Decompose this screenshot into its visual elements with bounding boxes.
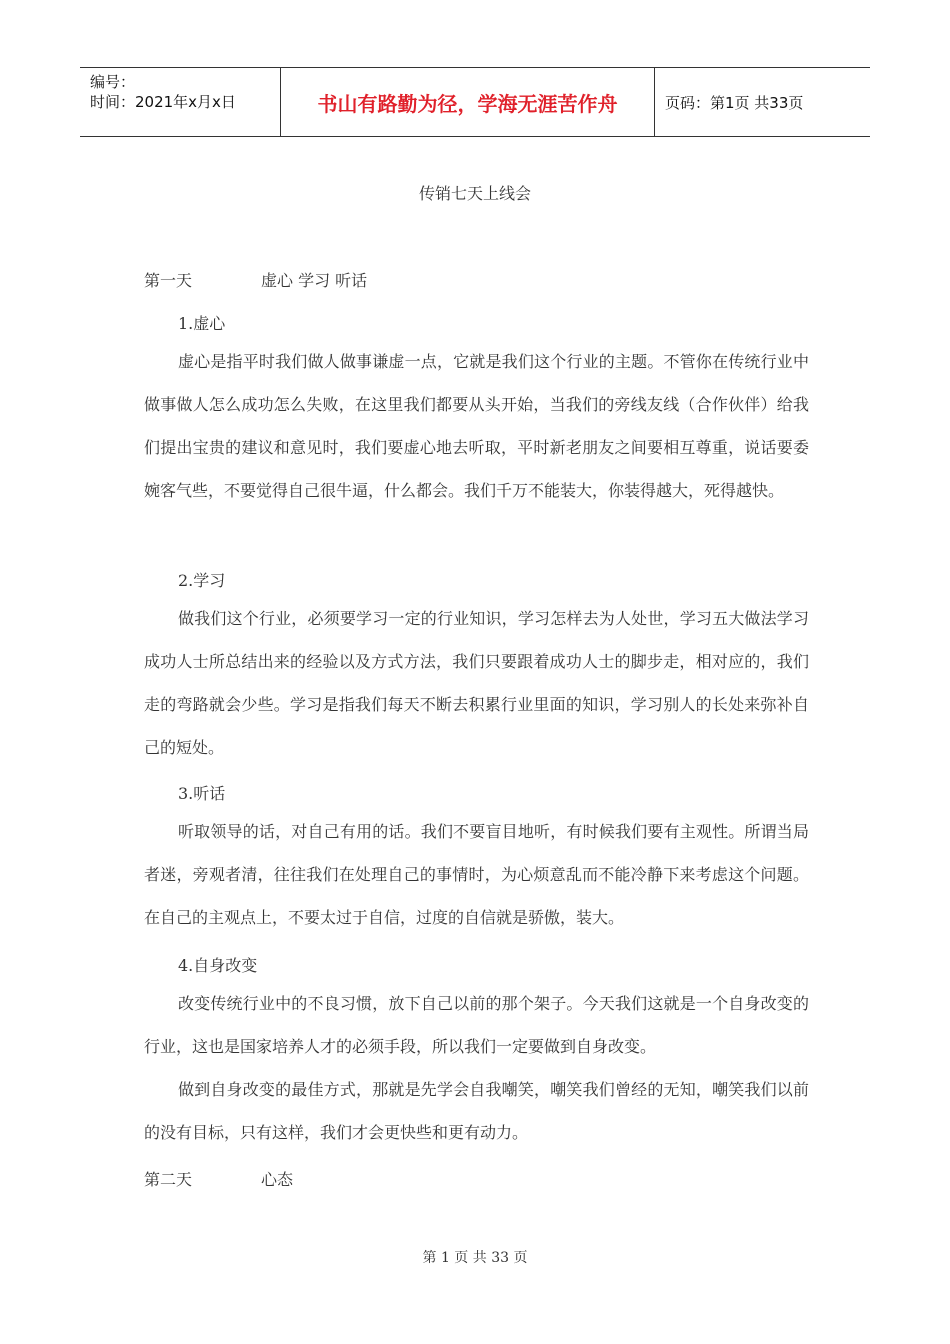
header-page-label: 页码：第1页 共33页 xyxy=(665,93,804,112)
header-motto: 书山有路勤为径，学海无涯苦作舟 xyxy=(281,68,655,136)
page-header xyxy=(80,67,870,137)
paragraph: 改变传统行业中的不良习惯，放下自己以前的那个架子。今天我们这就是一个自身改变的行业，这也是国家培养人才的必须手段，所以我们一定要做到自身改变。 xyxy=(144,994,809,1056)
day1-label: 第一天 xyxy=(144,271,193,290)
paragraph: 做到自身改变的最佳方式，那就是先学会自我嘲笑，嘲笑我们曾经的无知，嘲笑我们以前的没有目标，只有这样，我们才会更快些和更有动力。 xyxy=(144,1080,809,1142)
page-footer: 第 1 页 共 33 页 xyxy=(422,1250,528,1266)
section-heading: 3.听话 xyxy=(178,784,226,803)
section-heading: 1.虚心 xyxy=(178,314,226,333)
number-label: 编号： xyxy=(90,73,136,91)
time-label: 时间：2021年x月x日 xyxy=(90,93,236,111)
section-heading: 2.学习 xyxy=(178,571,226,590)
day2-topic: 心态 xyxy=(261,1170,294,1189)
header-meta xyxy=(80,68,281,136)
document-title: 传销七天上线会 xyxy=(418,184,531,203)
day1-topic: 虚心 学习 听话 xyxy=(261,271,368,290)
paragraph: 虚心是指平时我们做人做事谦虚一点，它就是我们这个行业的主题。不管你在传统行业中做事做人怎么成功怎么失败，在这里我们都要从头开始，当我们的旁线友线（合作伙伴）给我们提出宝贵的建议和意见时，我们要虚心地去听取，平时新老朋友之间要相互尊重，说话要委婉客气些，不要觉得自己很牛逼，什么都会。我们千万不能装大，你装得越大，死得越快。 xyxy=(144,352,809,500)
paragraph: 做我们这个行业，必须要学习一定的行业知识，学习怎样去为人处世，学习五大做法学习成功人士所总结出来的经验以及方式方法，我们只要跟着成功人士的脚步走，相对应的，我们走的弯路就会少些。学习是指我们每天不断去积累行业里面的知识，学习别人的长处来弥补自己的短处。 xyxy=(144,609,809,757)
section-heading: 4.自身改变 xyxy=(178,956,258,975)
paragraph: 听取领导的话，对自己有用的话。我们不要盲目地听，有时候我们要有主观性。所谓当局者迷，旁观者清，往往我们在处理自己的事情时，为心烦意乱而不能冷静下来考虑这个问题。在自己的主观点上，不要太过于自信，过度的自信就是骄傲，装大。 xyxy=(144,822,809,927)
day2-label: 第二天 xyxy=(144,1170,193,1189)
